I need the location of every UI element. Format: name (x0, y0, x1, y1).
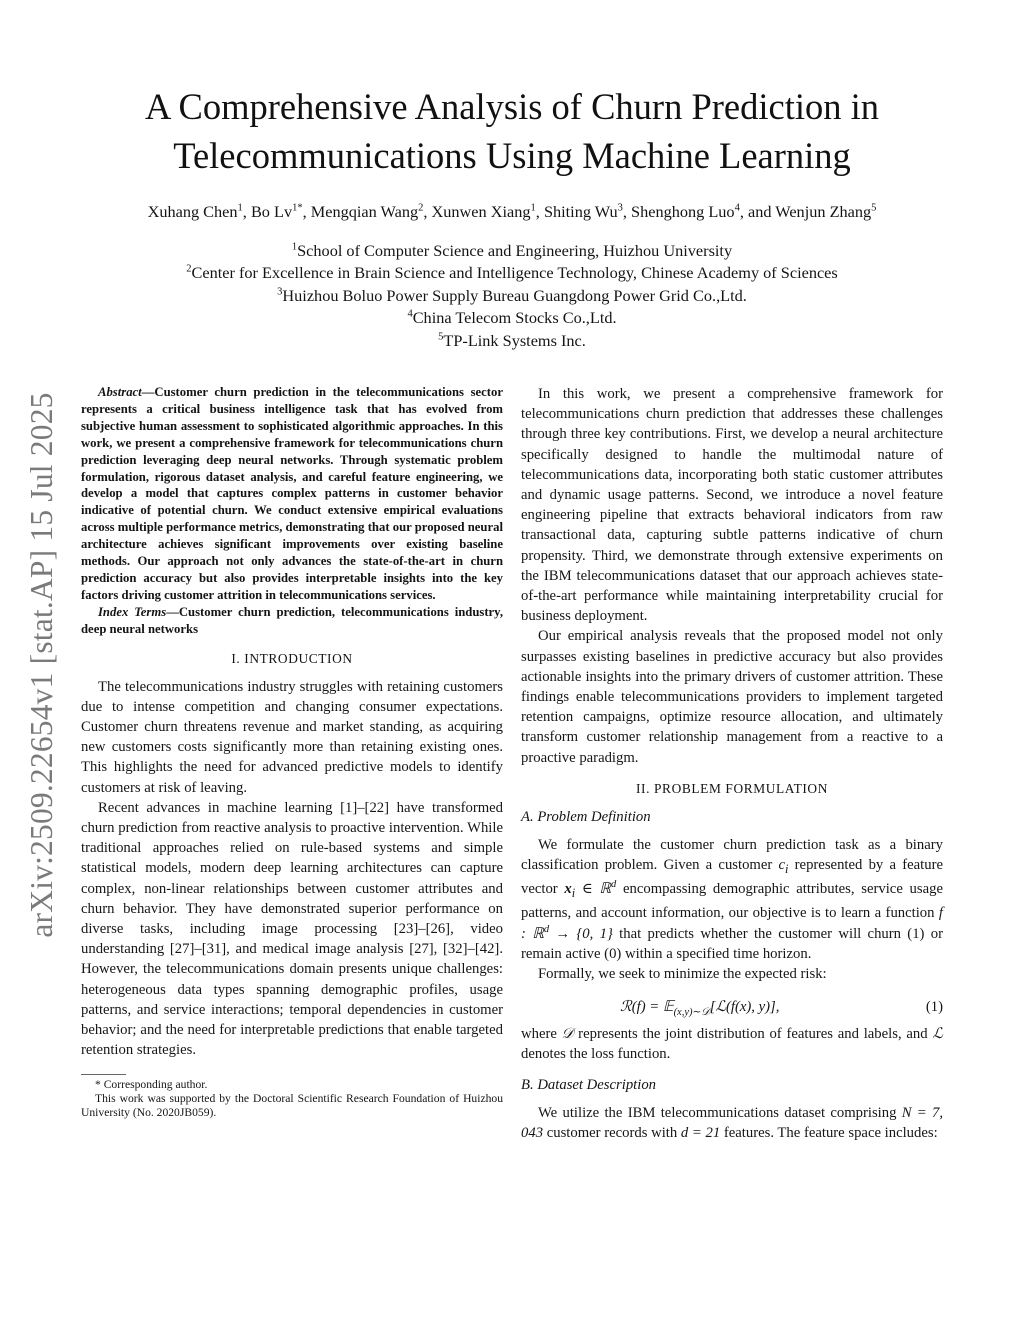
abstract-paragraph (81, 384, 503, 604)
equation-explanation (521, 1024, 943, 1064)
dataset-description-body (521, 1103, 943, 1143)
introduction-body-continued (521, 384, 943, 768)
paragraph: Formally, we seek to minimize the expected risk: (538, 965, 827, 982)
index-terms-text: —Customer churn prediction, telecommunications industry, deep neural networks (81, 604, 503, 636)
author: Wenjun Zhang$^5$ (775, 202, 877, 221)
arxiv-sidebar (18, 370, 66, 960)
affiliation-list (40, 240, 984, 352)
author: Shiting Wu$^3$, (543, 202, 632, 221)
paragraph: In this work, we present a comprehensive framework for telecommunications churn prediction that addresses these challenges through three key contributions. First, we develop a neural architecture specifically designed to handle the multimodal nature of telecommunications data, incorporating both static customer attributes and dynamic usage patterns. Second, we introduce a novel feature engineering pipeline that extracts behavioral indicators from raw transactional data, capturing subtle patterns indicative of churn propensity. Third, we demonstrate through extensive experiments on the IBM telecommunications dataset that our approach achieves state-of-the-art performance while maintaining interpretability crucial for business deployment. (521, 386, 943, 625)
paper-title (60, 82, 964, 180)
index-terms (81, 604, 503, 638)
left-column (81, 384, 503, 1120)
footnote-funding: This work was supported by the Doctoral Scientific Research Foundation of Huizhou University (No. 2020JB059). (81, 1092, 503, 1120)
math-feature-vector: $x_i$ ∈ ℝ$^d$ (564, 879, 617, 901)
title-line-1: A Comprehensive Analysis of Churn Prediction in (145, 86, 879, 127)
abstract (81, 384, 503, 638)
author: Bo $Lv^{1*}$, (250, 202, 311, 221)
author: Shenghong Luo$^4$, and (631, 202, 776, 221)
affiliation: $^2$Center for Excellence in Brain Science and Intelligence Technology, Chinese Academy of Sciences (186, 263, 838, 283)
author: Xuhang Chen$^1$, (147, 202, 251, 221)
paragraph: where 𝒟 represents the joint distribution of features and labels, and ℒ denotes the loss function. (521, 1026, 943, 1063)
paragraph: Our empirical analysis reveals that the proposed model not only surpasses existing baselines in predictive accuracy but also provides actionable insights into the primary drivers of customer attrition. These findings enable telecommunications providers to implement targeted retention campaigns, optimize resource allocation, and ultimately transform customer relationship management from a reactive to a proactive paradigm. (521, 628, 943, 766)
problem-definition-body (521, 835, 943, 984)
section-heading-introduction: I. INTRODUCTION (231, 650, 353, 666)
math-function: f : ℝ$^d$ → {0, 1} (521, 905, 943, 942)
equation-expected-risk (521, 994, 943, 1020)
author: Xunwen Xiang$^1$, (431, 202, 544, 221)
equation-body: ℛ(f) = 𝔼$_{(x,y)\sim 𝒟}$[ℒ(f(x), y)], (620, 999, 780, 1019)
author: Mengqian Wang$^2$, (310, 202, 432, 221)
affiliation: $^5$TP-Link Systems Inc. (438, 330, 586, 350)
abstract-text: —Customer churn prediction in the telecommunications sector represents a critical business intelligence task that has evolved from subjective human assessment to sophisticated algorithmic approaches. In this work, we present a comprehensive framework for telecommunications churn prediction leveraging deep neural networks. Through systematic problem formulation, rigorous dataset analysis, and careful feature engineering, we develop a model that captures complex patterns in customer behavior indicative of potential churn. We conduct extensive empirical evaluations across multiple performance metrics, demonstrating that our proposed neural architecture achieves significant improvements over existing baseline methods. Our approach not only advances the state-of-the-art in churn prediction accuracy but also provides interpretable insights into the key factors driving customer attrition in telecommunications services. (81, 385, 503, 602)
subsection-heading-dataset-description: B. Dataset Description (521, 1076, 657, 1093)
equation-number: (1) (925, 999, 943, 1016)
arxiv-identifier: arXiv:2509.22654v1 [stat.AP] 15 Jul 2025 (24, 392, 59, 938)
index-terms-label: Index Terms (98, 604, 167, 619)
paragraph: The telecommunications industry struggles with retaining customers due to intense competition and changing consumer expectations. Customer churn threatens revenue and market standing, as acquiring new customers costs significantly more than retaining existing ones. This highlights the need for advanced predictive models to identify customers at risk of leaving. (81, 678, 503, 796)
paragraph: We formulate the customer churn prediction task as a binary classification problem. Given a customer $c_i$ represented by a feature vector $x_i$ ∈ ℝ$^d$ encompassing demographic attributes, service usage patterns, and account information, our objective is to learn a function f : ℝ$^d$ → {0, 1} that predicts whether the customer will churn (1) or remain active (0) within a specified time horizon. (521, 836, 944, 962)
math-customer: $c_i$ (778, 857, 789, 876)
footnotes (81, 1078, 503, 1120)
abstract-label: Abstract (98, 385, 142, 399)
footnote-divider (81, 1074, 126, 1075)
right-column (521, 384, 943, 1143)
subsection-heading-problem-definition: A. Problem Definition (521, 808, 651, 825)
author-list (40, 201, 984, 223)
paragraph: We utilize the IBM telecommunications dataset comprising N = 7, 043 customer records with d = 21 features. The feature space includes: (521, 1104, 943, 1141)
title-line-2: Telecommunications Using Machine Learning (173, 135, 851, 176)
introduction-body (81, 677, 503, 1061)
footnote-corresponding: * Corresponding author. (95, 1078, 208, 1092)
paragraph: Recent advances in machine learning [1]–[22] have transformed churn prediction from reactive analysis to proactive intervention. While traditional approaches relied on rule-based systems and simple statistical models, modern deep learning architectures can capture complex, non-linear relationships between customer attributes and churn behavior. They have demonstrated superior performance on diverse tasks, including image processing [23]–[26], video understanding [27]–[31], and medical image analysis [27], [32]–[42]. However, the telecommunications domain presents unique challenges: heterogeneous data types spanning demographic profiles, usage patterns, and service interactions; temporal dependencies in customer behavior; and the need for interpretable predictions that enable targeted retention strategies. (81, 799, 503, 1059)
affiliation: $^3$Huizhou Boluo Power Supply Bureau Guangdong Power Grid Co.,Ltd. (277, 285, 747, 305)
affiliation: $^1$School of Computer Science and Engineering, Huizhou University (291, 241, 733, 260)
affiliation: $^4$China Telecom Stocks Co.,Ltd. (407, 308, 617, 328)
section-heading-problem-formulation: II. PROBLEM FORMULATION (636, 780, 828, 796)
